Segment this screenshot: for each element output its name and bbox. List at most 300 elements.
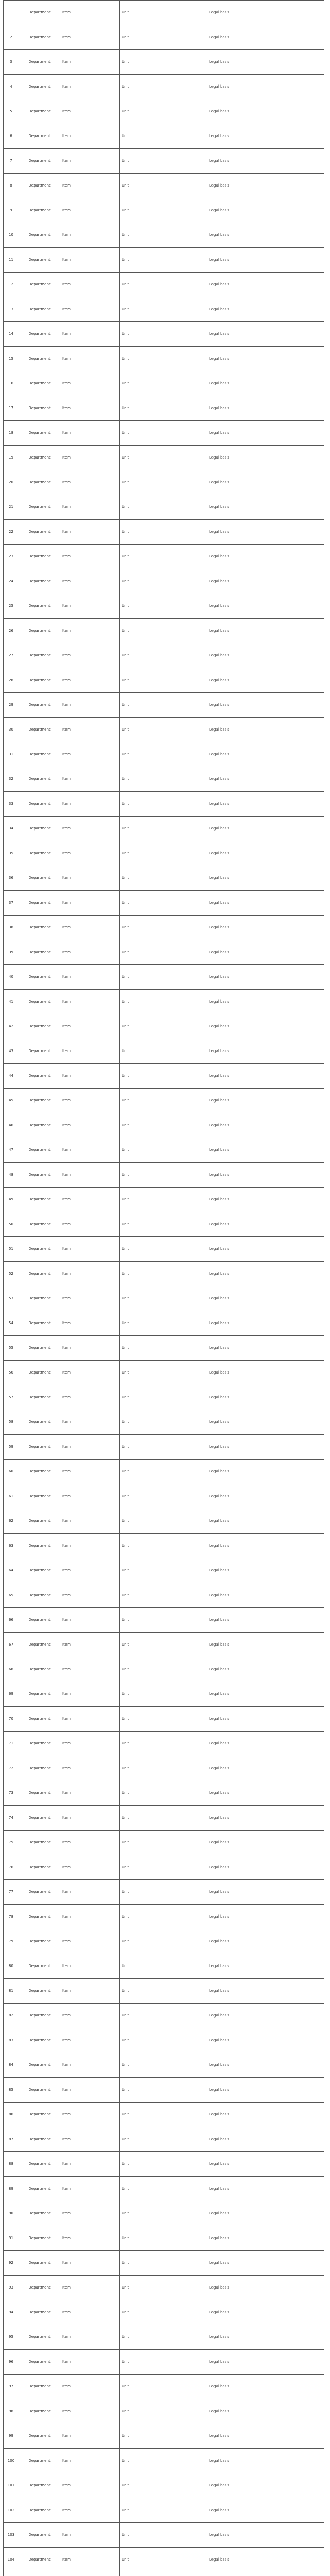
department-cell: Department — [19, 1682, 60, 1707]
department-cell: Department — [19, 1336, 60, 1361]
row-number: 41 — [4, 990, 19, 1014]
legal-basis-cell: Legal basis — [207, 1385, 324, 1410]
legal-basis-cell: Legal basis — [207, 322, 324, 347]
department-cell: Department — [19, 446, 60, 470]
row-number: 49 — [4, 1188, 19, 1212]
table-row — [4, 1163, 324, 1188]
implementing-unit-cell: Unit — [120, 891, 207, 916]
table-row — [4, 1014, 324, 1039]
table-row — [4, 2177, 324, 2201]
table-row — [4, 322, 324, 347]
department-cell: Department — [19, 1286, 60, 1311]
implementing-unit-cell: Unit — [120, 1682, 207, 1707]
item-name-cell: Item — [60, 2127, 120, 2152]
department-cell: Department — [19, 1707, 60, 1732]
table-row — [4, 2078, 324, 2103]
item-name-cell: Item — [60, 124, 120, 149]
item-name-cell: Item — [60, 2078, 120, 2103]
table-row — [4, 371, 324, 396]
department-cell: Department — [19, 1460, 60, 1484]
department-cell: Department — [19, 1929, 60, 1954]
implementing-unit-cell: Unit — [120, 2226, 207, 2251]
row-number: 17 — [4, 396, 19, 421]
implementing-unit-cell: Unit — [120, 223, 207, 248]
department-cell: Department — [19, 1014, 60, 1039]
table-row — [4, 619, 324, 643]
legal-basis-cell: Legal basis — [207, 495, 324, 520]
implementing-unit-cell: Unit — [120, 273, 207, 297]
implementing-unit-cell: Unit — [120, 1460, 207, 1484]
department-cell: Department — [19, 619, 60, 643]
implementing-unit-cell: Unit — [120, 767, 207, 792]
row-number: 72 — [4, 1756, 19, 1781]
department-cell: Department — [19, 916, 60, 940]
department-cell: Department — [19, 1979, 60, 2004]
department-cell: Department — [19, 792, 60, 817]
item-name-cell: Item — [60, 841, 120, 866]
department-cell: Department — [19, 767, 60, 792]
item-name-cell: Item — [60, 1163, 120, 1188]
table-row — [4, 1855, 324, 1880]
table-row — [4, 2276, 324, 2300]
item-name-cell: Item — [60, 421, 120, 446]
department-cell: Department — [19, 2201, 60, 2226]
item-name-cell: Item — [60, 322, 120, 347]
department-cell: Department — [19, 174, 60, 198]
implementing-unit-cell: Unit — [120, 2523, 207, 2548]
department-cell: Department — [19, 2300, 60, 2325]
table-row — [4, 99, 324, 124]
row-number: 28 — [4, 668, 19, 693]
legal-basis-cell: Legal basis — [207, 1509, 324, 1534]
table-row — [4, 1732, 324, 1756]
table-row — [4, 866, 324, 891]
department-cell: Department — [19, 2375, 60, 2399]
table-row — [4, 1806, 324, 1831]
item-name-cell: Item — [60, 396, 120, 421]
implementing-unit-cell: Unit — [120, 1880, 207, 1905]
implementing-unit-cell: Unit — [120, 1014, 207, 1039]
item-name-cell: Item — [60, 1583, 120, 1608]
legal-basis-cell: Legal basis — [207, 50, 324, 75]
department-cell: Department — [19, 149, 60, 174]
department-cell: Department — [19, 198, 60, 223]
row-number: 25 — [4, 594, 19, 619]
department-cell: Department — [19, 841, 60, 866]
row-number: 1 — [4, 1, 19, 25]
legal-basis-cell: Legal basis — [207, 916, 324, 940]
items-table — [3, 0, 324, 2576]
legal-basis-cell: Legal basis — [207, 223, 324, 248]
legal-basis-cell: Legal basis — [207, 1855, 324, 1880]
legal-basis-cell: Legal basis — [207, 1608, 324, 1633]
table-row — [4, 495, 324, 520]
table-row — [4, 2152, 324, 2177]
implementing-unit-cell: Unit — [120, 1385, 207, 1410]
legal-basis-cell: Legal basis — [207, 371, 324, 396]
department-cell: Department — [19, 2276, 60, 2300]
legal-basis-cell: Legal basis — [207, 742, 324, 767]
implementing-unit-cell: Unit — [120, 1484, 207, 1509]
table-row — [4, 2325, 324, 2350]
row-number: 35 — [4, 841, 19, 866]
implementing-unit-cell: Unit — [120, 2127, 207, 2152]
row-number: 58 — [4, 1410, 19, 1435]
item-name-cell: Item — [60, 767, 120, 792]
row-number: 88 — [4, 2152, 19, 2177]
item-name-cell: Item — [60, 1905, 120, 1929]
legal-basis-cell: Legal basis — [207, 1806, 324, 1831]
item-name-cell: Item — [60, 273, 120, 297]
department-cell: Department — [19, 2399, 60, 2424]
item-name-cell: Item — [60, 1929, 120, 1954]
implementing-unit-cell: Unit — [120, 1138, 207, 1163]
row-number: 98 — [4, 2399, 19, 2424]
table-row — [4, 990, 324, 1014]
implementing-unit-cell: Unit — [120, 916, 207, 940]
table-row — [4, 594, 324, 619]
table-row — [4, 2127, 324, 2152]
item-name-cell: Item — [60, 1460, 120, 1484]
table-row — [4, 1311, 324, 1336]
item-name-cell: Item — [60, 371, 120, 396]
legal-basis-cell: Legal basis — [207, 2028, 324, 2053]
row-number: 90 — [4, 2201, 19, 2226]
row-number: 37 — [4, 891, 19, 916]
implementing-unit-cell: Unit — [120, 2276, 207, 2300]
legal-basis-cell: Legal basis — [207, 2350, 324, 2375]
row-number: 7 — [4, 149, 19, 174]
implementing-unit-cell: Unit — [120, 396, 207, 421]
legal-basis-cell: Legal basis — [207, 2375, 324, 2399]
row-number: 73 — [4, 1781, 19, 1806]
item-name-cell: Item — [60, 1979, 120, 2004]
legal-basis-cell: Legal basis — [207, 2226, 324, 2251]
row-number: 102 — [4, 2498, 19, 2523]
implementing-unit-cell: Unit — [120, 2548, 207, 2572]
department-cell: Department — [19, 1039, 60, 1064]
item-name-cell: Item — [60, 1484, 120, 1509]
item-name-cell: Item — [60, 990, 120, 1014]
department-cell: Department — [19, 1732, 60, 1756]
item-name-cell: Item — [60, 1089, 120, 1113]
table-row — [4, 693, 324, 718]
row-number: 87 — [4, 2127, 19, 2152]
item-name-cell: Item — [60, 1831, 120, 1855]
row-number: 2 — [4, 25, 19, 50]
item-name-cell: Item — [60, 2103, 120, 2127]
legal-basis-cell: Legal basis — [207, 1905, 324, 1929]
row-number: 97 — [4, 2375, 19, 2399]
item-name-cell: Item — [60, 594, 120, 619]
legal-basis-cell: Legal basis — [207, 470, 324, 495]
implementing-unit-cell: Unit — [120, 1336, 207, 1361]
item-name-cell: Item — [60, 1361, 120, 1385]
item-name-cell: Item — [60, 223, 120, 248]
row-number: 13 — [4, 297, 19, 322]
item-name-cell: Item — [60, 520, 120, 545]
row-number: 16 — [4, 371, 19, 396]
table-row — [4, 2375, 324, 2399]
implementing-unit-cell: Unit — [120, 643, 207, 668]
legal-basis-cell: Legal basis — [207, 1336, 324, 1361]
implementing-unit-cell: Unit — [120, 1361, 207, 1385]
legal-basis-cell: Legal basis — [207, 2177, 324, 2201]
table-row — [4, 2424, 324, 2449]
implementing-unit-cell: Unit — [120, 1410, 207, 1435]
department-cell: Department — [19, 2325, 60, 2350]
row-number: 100 — [4, 2449, 19, 2473]
table-row — [4, 2572, 324, 2576]
row-number: 61 — [4, 1484, 19, 1509]
legal-basis-cell: Legal basis — [207, 569, 324, 594]
row-number: 68 — [4, 1657, 19, 1682]
department-cell: Department — [19, 1089, 60, 1113]
item-name-cell: Item — [60, 965, 120, 990]
legal-basis-cell: Legal basis — [207, 1781, 324, 1806]
item-name-cell: Item — [60, 297, 120, 322]
row-number: 15 — [4, 347, 19, 371]
row-number: 44 — [4, 1064, 19, 1089]
item-name-cell: Item — [60, 668, 120, 693]
item-name-cell: Item — [60, 866, 120, 891]
department-cell: Department — [19, 1558, 60, 1583]
table-row — [4, 2523, 324, 2548]
item-name-cell: Item — [60, 2399, 120, 2424]
table-row — [4, 718, 324, 742]
department-cell: Department — [19, 817, 60, 841]
item-name-cell: Item — [60, 1039, 120, 1064]
table-row — [4, 643, 324, 668]
implementing-unit-cell: Unit — [120, 1806, 207, 1831]
row-number: 4 — [4, 75, 19, 99]
item-name-cell: Item — [60, 2449, 120, 2473]
table-row — [4, 273, 324, 297]
table-row — [4, 2399, 324, 2424]
implementing-unit-cell: Unit — [120, 1979, 207, 2004]
item-name-cell: Item — [60, 2251, 120, 2276]
implementing-unit-cell: Unit — [120, 2103, 207, 2127]
table-row — [4, 1979, 324, 2004]
item-name-cell: Item — [60, 1657, 120, 1682]
legal-basis-cell: Legal basis — [207, 1633, 324, 1657]
implementing-unit-cell: Unit — [120, 866, 207, 891]
legal-basis-cell: Legal basis — [207, 2127, 324, 2152]
table-row — [4, 1336, 324, 1361]
implementing-unit-cell: Unit — [120, 1509, 207, 1534]
implementing-unit-cell: Unit — [120, 1188, 207, 1212]
table-row — [4, 1558, 324, 1583]
department-cell: Department — [19, 50, 60, 75]
implementing-unit-cell: Unit — [120, 619, 207, 643]
row-number: 83 — [4, 2028, 19, 2053]
implementing-unit-cell: Unit — [120, 1089, 207, 1113]
department-cell: Department — [19, 495, 60, 520]
item-name-cell: Item — [60, 99, 120, 124]
item-name-cell: Item — [60, 2300, 120, 2325]
implementing-unit-cell: Unit — [120, 817, 207, 841]
department-cell: Department — [19, 891, 60, 916]
row-number: 74 — [4, 1806, 19, 1831]
implementing-unit-cell: Unit — [120, 371, 207, 396]
table-body — [4, 1, 324, 2576]
item-name-cell: Item — [60, 495, 120, 520]
implementing-unit-cell: Unit — [120, 2152, 207, 2177]
table-row — [4, 1682, 324, 1707]
implementing-unit-cell: Unit — [120, 1311, 207, 1336]
department-cell: Department — [19, 569, 60, 594]
table-row — [4, 1286, 324, 1311]
item-name-cell: Item — [60, 1435, 120, 1460]
legal-basis-cell: Legal basis — [207, 1, 324, 25]
table-row — [4, 2548, 324, 2572]
legal-basis-cell: Legal basis — [207, 2276, 324, 2300]
legal-basis-cell: Legal basis — [207, 124, 324, 149]
implementing-unit-cell: Unit — [120, 1954, 207, 1979]
item-name-cell: Item — [60, 1410, 120, 1435]
row-number: 38 — [4, 916, 19, 940]
implementing-unit-cell: Unit — [120, 668, 207, 693]
department-cell: Department — [19, 2449, 60, 2473]
department-cell: Department — [19, 545, 60, 569]
legal-basis-cell: Legal basis — [207, 99, 324, 124]
implementing-unit-cell: Unit — [120, 2473, 207, 2498]
legal-basis-cell: Legal basis — [207, 1583, 324, 1608]
item-name-cell: Item — [60, 149, 120, 174]
implementing-unit-cell: Unit — [120, 1212, 207, 1237]
legal-basis-cell: Legal basis — [207, 2078, 324, 2103]
implementing-unit-cell: Unit — [120, 99, 207, 124]
legal-basis-cell: Legal basis — [207, 1311, 324, 1336]
implementing-unit-cell: Unit — [120, 792, 207, 817]
item-name-cell: Item — [60, 1385, 120, 1410]
implementing-unit-cell: Unit — [120, 545, 207, 569]
legal-basis-cell: Legal basis — [207, 1534, 324, 1558]
table-row — [4, 174, 324, 198]
legal-basis-cell: Legal basis — [207, 2251, 324, 2276]
item-name-cell: Item — [60, 2276, 120, 2300]
table-row — [4, 1633, 324, 1657]
table-row — [4, 396, 324, 421]
department-cell: Department — [19, 1633, 60, 1657]
row-number: 78 — [4, 1905, 19, 1929]
row-number: 69 — [4, 1682, 19, 1707]
department-cell: Department — [19, 940, 60, 965]
implementing-unit-cell: Unit — [120, 742, 207, 767]
implementing-unit-cell: Unit — [120, 1855, 207, 1880]
row-number: 92 — [4, 2251, 19, 2276]
row-number: 36 — [4, 866, 19, 891]
legal-basis-cell — [207, 2572, 324, 2576]
row-number: 86 — [4, 2103, 19, 2127]
row-number: 75 — [4, 1831, 19, 1855]
department-cell: Department — [19, 248, 60, 273]
item-name-cell: Item — [60, 2201, 120, 2226]
row-number: 26 — [4, 619, 19, 643]
table-row — [4, 940, 324, 965]
item-name-cell: Item — [60, 891, 120, 916]
table-row — [4, 2201, 324, 2226]
implementing-unit-cell: Unit — [120, 1657, 207, 1682]
legal-basis-cell: Legal basis — [207, 1361, 324, 1385]
legal-basis-cell: Legal basis — [207, 1188, 324, 1212]
table-row — [4, 1781, 324, 1806]
legal-basis-cell: Legal basis — [207, 2300, 324, 2325]
row-number: 56 — [4, 1361, 19, 1385]
row-number: 89 — [4, 2177, 19, 2201]
implementing-unit-cell: Unit — [120, 470, 207, 495]
implementing-unit-cell: Unit — [120, 50, 207, 75]
department-cell: Department — [19, 1188, 60, 1212]
implementing-unit-cell: Unit — [120, 2028, 207, 2053]
legal-basis-cell: Legal basis — [207, 396, 324, 421]
legal-basis-cell: Legal basis — [207, 2201, 324, 2226]
legal-basis-cell: Legal basis — [207, 817, 324, 841]
row-number: 84 — [4, 2053, 19, 2078]
table-row — [4, 2498, 324, 2523]
department-cell: Department — [19, 1781, 60, 1806]
department-cell: Department — [19, 1954, 60, 1979]
implementing-unit-cell: Unit — [120, 1, 207, 25]
table-row — [4, 569, 324, 594]
implementing-unit-cell: Unit — [120, 2004, 207, 2028]
item-name-cell: Item — [60, 1188, 120, 1212]
implementing-unit-cell: Unit — [120, 520, 207, 545]
department-cell: Department — [19, 1163, 60, 1188]
item-name-cell: Item — [60, 1781, 120, 1806]
legal-basis-cell: Legal basis — [207, 643, 324, 668]
table-row — [4, 1954, 324, 1979]
department-cell: Department — [19, 25, 60, 50]
department-cell: Department — [19, 1756, 60, 1781]
table-row — [4, 1361, 324, 1385]
table-row — [4, 1509, 324, 1534]
legal-basis-cell: Legal basis — [207, 2053, 324, 2078]
row-number: 79 — [4, 1929, 19, 1954]
item-name-cell: Item — [60, 569, 120, 594]
item-name-cell: Item — [60, 2177, 120, 2201]
legal-basis-cell: Legal basis — [207, 1657, 324, 1682]
implementing-unit-cell: Unit — [120, 1756, 207, 1781]
department-cell: Department — [19, 223, 60, 248]
legal-basis-cell: Legal basis — [207, 2399, 324, 2424]
item-name-cell: Item — [60, 1707, 120, 1732]
implementing-unit-cell: Unit — [120, 124, 207, 149]
legal-basis-cell: Legal basis — [207, 1113, 324, 1138]
implementing-unit-cell: Unit — [120, 990, 207, 1014]
item-name-cell: Item — [60, 1212, 120, 1237]
item-name-cell: Item — [60, 2498, 120, 2523]
implementing-unit-cell: Unit — [120, 1583, 207, 1608]
item-name-cell: Item — [60, 1237, 120, 1262]
row-number: 43 — [4, 1039, 19, 1064]
department-cell: Department — [19, 1880, 60, 1905]
table-row — [4, 1484, 324, 1509]
legal-basis-cell: Legal basis — [207, 1163, 324, 1188]
legal-basis-cell: Legal basis — [207, 594, 324, 619]
legal-basis-cell: Legal basis — [207, 1014, 324, 1039]
row-number: 34 — [4, 817, 19, 841]
implementing-unit-cell: Unit — [120, 965, 207, 990]
table-row — [4, 841, 324, 866]
department-cell: Department — [19, 1806, 60, 1831]
item-name-cell: Item — [60, 1855, 120, 1880]
department-cell: Department — [19, 1138, 60, 1163]
department-cell: Department — [19, 1064, 60, 1089]
legal-basis-cell: Legal basis — [207, 1756, 324, 1781]
table-row — [4, 1188, 324, 1212]
table-row — [4, 1039, 324, 1064]
